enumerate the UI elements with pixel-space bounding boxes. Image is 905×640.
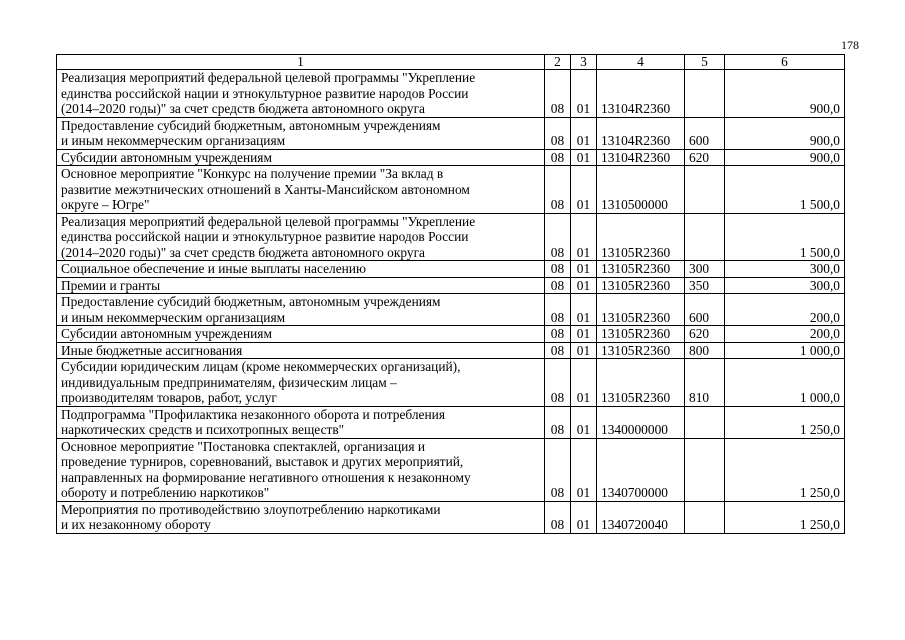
table-row	[57, 326, 845, 343]
row-amount-cell: 1 000,0	[725, 359, 845, 407]
row-expense-type-cell: 350	[685, 277, 725, 294]
row-subsection-cell: 01	[571, 406, 597, 438]
row-code-cell: 13105R2360	[597, 294, 685, 326]
row-amount-cell: 200,0	[725, 294, 845, 326]
row-amount-cell: 1 000,0	[725, 342, 845, 359]
row-name-cell: Субсидии юридическим лицам (кроме некоммерческих организаций), индивидуальным предпринимателям, физическим лицам – производителям товаров, работ, услуг	[57, 359, 545, 407]
row-subsection-cell: 01	[571, 294, 597, 326]
header-cell: 4	[597, 55, 685, 70]
table-row	[57, 70, 845, 118]
table-row	[57, 149, 845, 166]
header-cell: 5	[685, 55, 725, 70]
table-row	[57, 277, 845, 294]
row-expense-type-cell: 620	[685, 149, 725, 166]
row-expense-type-cell	[685, 406, 725, 438]
row-subsection-cell: 01	[571, 70, 597, 118]
row-subsection-cell: 01	[571, 359, 597, 407]
row-name-cell: Реализация мероприятий федеральной целевой программы "Укрепление единства российской нации и этнокультурное развитие народов России (2014–2020 годы)" за счет средств бюджета автономного округа	[57, 70, 545, 118]
row-expense-type-cell: 600	[685, 294, 725, 326]
row-code-cell: 13105R2360	[597, 277, 685, 294]
row-section-cell: 08	[545, 438, 571, 501]
row-name-cell: Предоставление субсидий бюджетным, автономным учреждениям и иным некоммерческим организациям	[57, 117, 545, 149]
row-expense-type-cell	[685, 213, 725, 261]
table-row	[57, 117, 845, 149]
row-section-cell: 08	[545, 70, 571, 118]
row-subsection-cell: 01	[571, 277, 597, 294]
row-code-cell: 1340000000	[597, 406, 685, 438]
table-row	[57, 166, 845, 214]
row-code-cell: 13104R2360	[597, 117, 685, 149]
row-subsection-cell: 01	[571, 149, 597, 166]
table-row	[57, 261, 845, 278]
row-expense-type-cell	[685, 70, 725, 118]
row-subsection-cell: 01	[571, 326, 597, 343]
row-code-cell: 13105R2360	[597, 261, 685, 278]
row-amount-cell: 200,0	[725, 326, 845, 343]
header-cell: 3	[571, 55, 597, 70]
header-cell: 2	[545, 55, 571, 70]
row-name-cell: Иные бюджетные ассигнования	[57, 342, 545, 359]
row-subsection-cell: 01	[571, 117, 597, 149]
row-section-cell: 08	[545, 213, 571, 261]
row-code-cell: 1310500000	[597, 166, 685, 214]
row-code-cell: 13105R2360	[597, 326, 685, 343]
row-subsection-cell: 01	[571, 261, 597, 278]
row-section-cell: 08	[545, 342, 571, 359]
row-amount-cell: 1 500,0	[725, 213, 845, 261]
row-name-cell: Субсидии автономным учреждениям	[57, 326, 545, 343]
row-expense-type-cell: 300	[685, 261, 725, 278]
table-row	[57, 359, 845, 407]
row-name-cell: Мероприятия по противодействию злоупотреблению наркотиками и их незаконному обороту	[57, 501, 545, 533]
row-amount-cell: 900,0	[725, 149, 845, 166]
row-amount-cell: 1 250,0	[725, 438, 845, 501]
table-row	[57, 406, 845, 438]
row-code-cell: 1340720040	[597, 501, 685, 533]
row-section-cell: 08	[545, 277, 571, 294]
row-code-cell: 13105R2360	[597, 213, 685, 261]
row-name-cell: Субсидии автономным учреждениям	[57, 149, 545, 166]
header-cell: 1	[57, 55, 545, 70]
row-code-cell: 13104R2360	[597, 149, 685, 166]
row-amount-cell: 1 500,0	[725, 166, 845, 214]
table-row	[57, 342, 845, 359]
row-code-cell: 1340700000	[597, 438, 685, 501]
row-name-cell: Основное мероприятие "Постановка спектаклей, организация и проведение турниров, соревнований, выставок и других мероприятий, направленных на формирование негативного отношения к незаконному обороту и потреблению наркотиков"	[57, 438, 545, 501]
row-code-cell: 13104R2360	[597, 70, 685, 118]
row-subsection-cell: 01	[571, 438, 597, 501]
row-subsection-cell: 01	[571, 213, 597, 261]
row-section-cell: 08	[545, 261, 571, 278]
row-subsection-cell: 01	[571, 342, 597, 359]
row-name-cell: Предоставление субсидий бюджетным, автономным учреждениям и иным некоммерческим организациям	[57, 294, 545, 326]
row-section-cell: 08	[545, 406, 571, 438]
row-name-cell: Социальное обеспечение и иные выплаты населению	[57, 261, 545, 278]
row-code-cell: 13105R2360	[597, 359, 685, 407]
row-subsection-cell: 01	[571, 166, 597, 214]
row-section-cell: 08	[545, 166, 571, 214]
row-name-cell: Реализация мероприятий федеральной целевой программы "Укрепление единства российской нации и этнокультурное развитие народов России (2014–2020 годы)" за счет средств бюджета автономного округа	[57, 213, 545, 261]
table-row	[57, 438, 845, 501]
row-expense-type-cell: 800	[685, 342, 725, 359]
row-section-cell: 08	[545, 149, 571, 166]
row-name-cell: Премии и гранты	[57, 277, 545, 294]
row-expense-type-cell: 620	[685, 326, 725, 343]
row-amount-cell: 900,0	[725, 117, 845, 149]
row-section-cell: 08	[545, 117, 571, 149]
table-row	[57, 294, 845, 326]
row-expense-type-cell: 600	[685, 117, 725, 149]
row-name-cell: Основное мероприятие "Конкурс на получение премии "За вклад в развитие межэтнических отношений в Ханты-Мансийском автономном округе – Югре"	[57, 166, 545, 214]
row-expense-type-cell	[685, 166, 725, 214]
row-subsection-cell: 01	[571, 501, 597, 533]
page-number: 178	[841, 38, 859, 52]
header-row	[57, 55, 845, 70]
row-amount-cell: 900,0	[725, 70, 845, 118]
budget-table	[56, 54, 845, 534]
row-amount-cell: 1 250,0	[725, 501, 845, 533]
row-name-cell: Подпрограмма "Профилактика незаконного оборота и потребления наркотических средств и психотропных веществ"	[57, 406, 545, 438]
table-row	[57, 213, 845, 261]
row-expense-type-cell: 810	[685, 359, 725, 407]
row-expense-type-cell	[685, 501, 725, 533]
header-cell: 6	[725, 55, 845, 70]
table-row	[57, 501, 845, 533]
row-section-cell: 08	[545, 501, 571, 533]
row-amount-cell: 300,0	[725, 277, 845, 294]
row-section-cell: 08	[545, 326, 571, 343]
row-section-cell: 08	[545, 359, 571, 407]
row-section-cell: 08	[545, 294, 571, 326]
row-code-cell: 13105R2360	[597, 342, 685, 359]
row-amount-cell: 1 250,0	[725, 406, 845, 438]
row-amount-cell: 300,0	[725, 261, 845, 278]
row-expense-type-cell	[685, 438, 725, 501]
